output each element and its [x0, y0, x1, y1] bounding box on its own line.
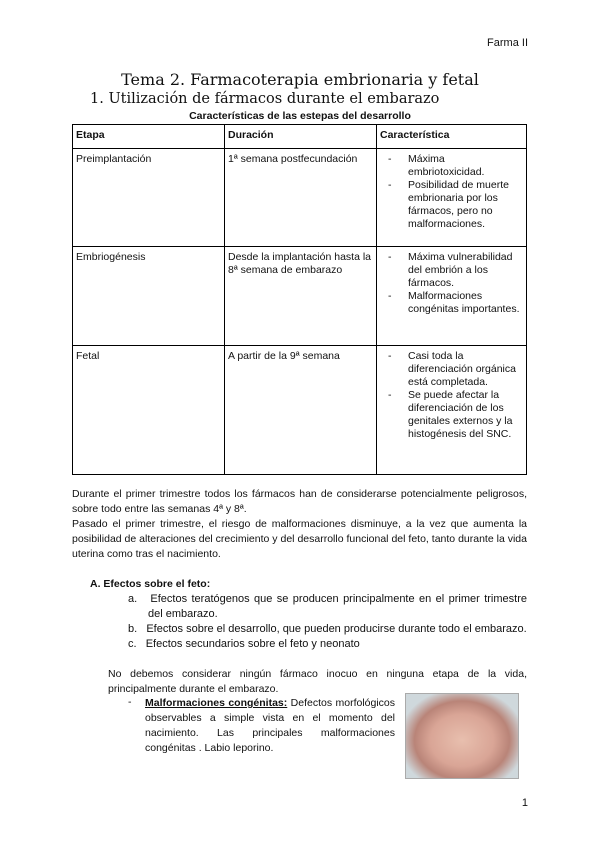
paragraph: Durante el primer trimestre todos los fármacos han de considerarse potencialmente peligrosos, sobre todo entre las semanas 4ª y 8ª. [72, 488, 527, 515]
list-item: - Posibilidad de muerte embrionaria por los fármacos, pero no malformaciones. [408, 179, 523, 231]
malformations-paragraph [145, 696, 395, 756]
page-title: Tema 2. Farmacoterapia embrionaria y fetal [121, 70, 479, 89]
subsection-heading: A. Efectos sobre el feto: [90, 578, 211, 590]
list-item: - Casi toda la diferenciación orgánica está completada. [408, 350, 523, 389]
note-paragraph: No debemos considerar ningún fármaco inocuo en ninguna etapa de la vida, principalmente durante el embarazo. [108, 668, 527, 695]
header-cell: Duración [225, 125, 377, 149]
list-item: - Máxima embriotoxicidad. [408, 153, 523, 179]
running-header: Farma II [487, 37, 528, 49]
cleft-lip-photo [405, 693, 519, 779]
section-heading: 1. Utilización de fármacos durante el embarazo [90, 91, 440, 107]
header-cell: Característica [377, 125, 527, 149]
table-row [73, 149, 527, 247]
cell-etapa: Fetal [73, 346, 225, 475]
cell-caracteristica [377, 247, 527, 346]
list-item: c. Efectos secundarios sobre el feto y neonato [128, 638, 360, 650]
page-number: 1 [521, 797, 528, 809]
definition: Defectos morfológicos observables a simple vista en el momento del nacimiento. Las principales malformaciones congénitas . Labio leporino. [145, 697, 396, 754]
cell-duracion: A partir de la 9ª semana [225, 346, 377, 475]
cell-caracteristica [377, 149, 527, 247]
cell-duracion: 1ª semana postfecundación [225, 149, 377, 247]
table-header-row [73, 125, 527, 149]
list-item: b. Efectos sobre el desarrollo, que pueden producirse durante todo el embarazo. [128, 623, 527, 635]
stages-table [72, 124, 527, 475]
paragraph: Pasado el primer trimestre, el riesgo de malformaciones disminuye, a la vez que aumenta la posibilidad de alteraciones del crecimiento y del desarrollo funcional del feto, tanto durante la vida uterina como tras el nacimiento. [72, 518, 527, 560]
document-page: Farma II Tema 2. Farmacoterapia embrionaria y fetal 1. Utilización de fármacos durante el embarazo Características de las estepas del desarrollo Etapa Duración Característica Preimplantación 1ª semana postfecundación - Máxima embriotoxicidad. - Posibilidad de muerte embrionaria por los fármacos, pero no malformaciones. Embriogénesis Desde la implantación hasta la 8ª semana de embarazo - Máxima vulnerabilidad del embrión a los fármacos. - Malformaciones congénitas importantes. Fetal A partir de la 9ª semana - Casi toda la diferenciación orgánica está completada. - Se puede afectar la diferenciación de los genitales externos y la histogénesis del SNC. Durante el primer trimestre todos los fármacos han de considerarse potencialmente peligrosos, sobre todo entre las semanas 4ª y 8ª. Pasado el primer trimestre, el riesgo de malformaciones disminuye, a la vez que aumenta la posibilidad de alteraciones del crecimiento y del desarrollo funcional del feto, tanto durante la vida uterina como tras el nacimiento. A. Efectos sobre el feto: a. Efectos teratógenos que se producen principalmente en el primer trimestre del embarazo. b. Efectos sobre el desarrollo, que pueden producirse durante todo el embarazo. c. Efectos secundarios sobre el feto y neonato No debemos considerar ningún fármaco inocuo en ninguna etapa de la vida, principalmente durante el embarazo. - Malformaciones congénitas: Defectos morfológicos observables a simple vista en el momento del nacimiento. Las principales malformaciones congénitas . Labio leporino. 1 [0, 0, 600, 848]
table-caption: Características de las estepas del desarrollo [189, 110, 411, 122]
effects-list [128, 592, 527, 652]
table-row [73, 346, 527, 475]
cell-etapa: Embriogénesis [73, 247, 225, 346]
term: Malformaciones congénitas: [145, 697, 288, 709]
header-cell: Etapa [73, 125, 225, 149]
list-item: - Se puede afectar la diferenciación de los genitales externos y la histogénesis del SNC. [408, 389, 523, 441]
cell-etapa: Preimplantación [73, 149, 225, 247]
cell-duracion: Desde la implantación hasta la 8ª semana de embarazo [225, 247, 377, 346]
cell-caracteristica [377, 346, 527, 475]
list-item: a. Efectos teratógenos que se producen principalmente en el primer trimestre del embarazo. [128, 593, 527, 620]
list-item: - Máxima vulnerabilidad del embrión a los fármacos. [408, 251, 523, 290]
table-row [73, 247, 527, 346]
list-item: - Malformaciones congénitas importantes. [408, 290, 523, 316]
